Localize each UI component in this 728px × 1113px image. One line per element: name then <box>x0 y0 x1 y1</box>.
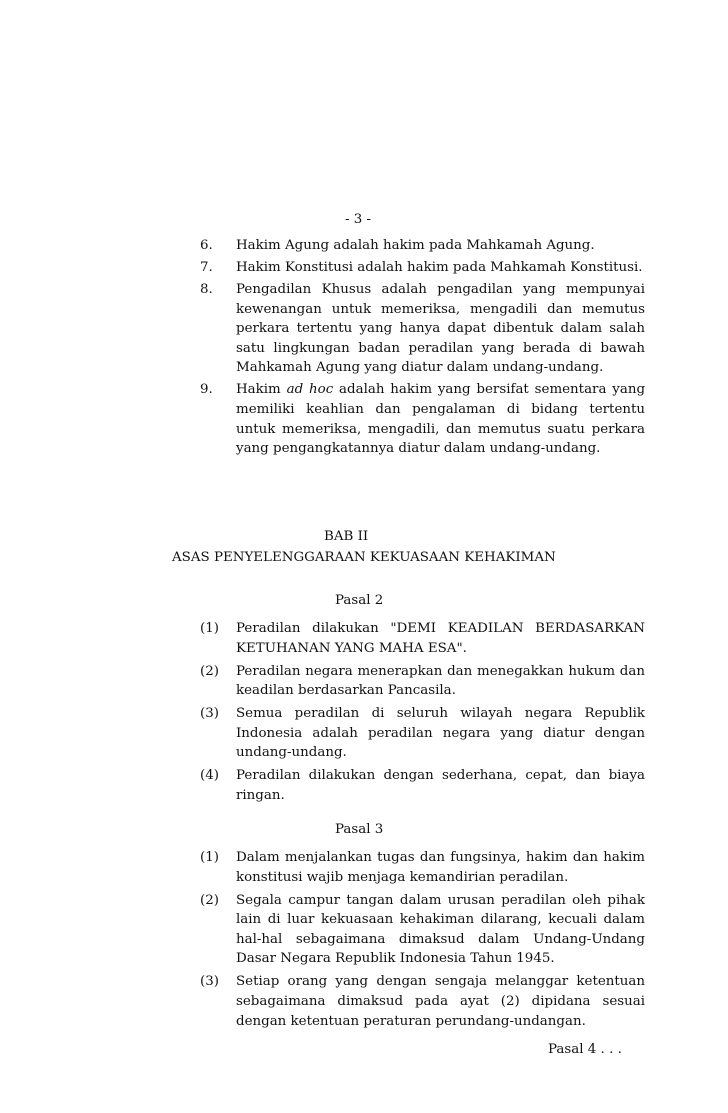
ayat-number: (3) <box>200 706 219 722</box>
ayat-text: Semua peradilan di seluruh wilayah negara Republik Indonesia adalah peradilan negara yang diatur dengan undang-undang. <box>236 706 645 761</box>
page-number: - 3 - <box>345 212 372 227</box>
ayat-number: (2) <box>200 663 219 679</box>
item-text-italic: ad hoc <box>286 382 334 398</box>
list-item <box>200 848 645 887</box>
ayat-text: Setiap orang yang dengan sengaja melanggar ketentuan sebagaimana dimaksud pada ayat (2) dipidana sesuai dengan ketentuan peraturan perundang-undangan. <box>236 974 645 1029</box>
item-number: 7. <box>200 259 213 275</box>
ayat-number: (3) <box>200 974 219 990</box>
item-text-post: adalah hakim yang bersifat sementara yang memiliki keahlian dan pengalaman di bidang tertentu untuk memeriksa, mengadili, dan memutus suatu perkara yang pengangkatannya diatur dalam undang-undang. <box>236 382 646 457</box>
ayat-number: (4) <box>200 768 219 784</box>
definition-list <box>200 236 645 461</box>
ayat-text: Peradilan negara menerapkan dan menegakkan hukum dan keadilan berdasarkan Pancasila. <box>236 663 645 699</box>
continuation-marker: Pasal 4 . . . <box>548 1042 622 1057</box>
list-item <box>200 972 645 1031</box>
chapter-label: BAB II <box>324 529 369 544</box>
list-item <box>200 280 645 378</box>
pasal-3-ayat-list <box>200 848 645 1035</box>
pasal-2-heading: Pasal 2 <box>335 593 384 608</box>
pasal-3-heading: Pasal 3 <box>335 822 384 837</box>
item-number: 6. <box>200 238 213 253</box>
chapter-title: ASAS PENYELENGGARAAN KEKUASAAN KEHAKIMAN <box>172 550 556 565</box>
list-item <box>200 662 645 701</box>
list-item <box>200 380 645 458</box>
item-text: Hakim Agung adalah hakim pada Mahkamah Agung. <box>236 238 595 253</box>
ayat-text: Peradilan dilakukan "DEMI KEADILAN BERDASARKAN KETUHANAN YANG MAHA ESA". <box>236 621 645 656</box>
ayat-number: (1) <box>200 621 219 636</box>
ayat-text: Peradilan dilakukan dengan sederhana, cepat, dan biaya ringan. <box>236 768 645 803</box>
list-item <box>200 258 645 278</box>
item-text <box>236 380 645 458</box>
list-item <box>200 236 645 256</box>
item-text: Pengadilan Khusus adalah pengadilan yang mempunyai kewenangan untuk memeriksa, mengadili dan memutus perkara tertentu yang hanya dapat dibentuk dalam salah satu lingkungan badan peradilan yang berada di bawah Mahkamah Agung yang diatur dalam undang-undang. <box>236 281 645 376</box>
list-item <box>200 766 645 805</box>
item-text: Hakim Konstitusi adalah hakim pada Mahkamah Konstitusi. <box>236 259 643 275</box>
pasal-2-ayat-list <box>200 619 645 809</box>
list-item <box>200 891 645 969</box>
list-item <box>200 619 645 658</box>
item-number: 8. <box>200 281 213 297</box>
ayat-number: (1) <box>200 850 219 865</box>
ayat-text: Dalam menjalankan tugas dan fungsinya, hakim dan hakim konstitusi wajib menjaga kemandirian peradilan. <box>236 850 645 885</box>
ayat-number: (2) <box>200 892 219 908</box>
list-item <box>200 704 645 763</box>
item-number: 9. <box>200 382 213 398</box>
item-text-pre: Hakim <box>236 382 287 398</box>
ayat-text: Segala campur tangan dalam urusan peradilan oleh pihak lain di luar kekuasaan kehakiman dilarang, kecuali dalam hal-hal sebagaimana dimaksud dalam Undang-Undang Dasar Negara Republik Indonesia Tahun 1945. <box>236 892 645 967</box>
